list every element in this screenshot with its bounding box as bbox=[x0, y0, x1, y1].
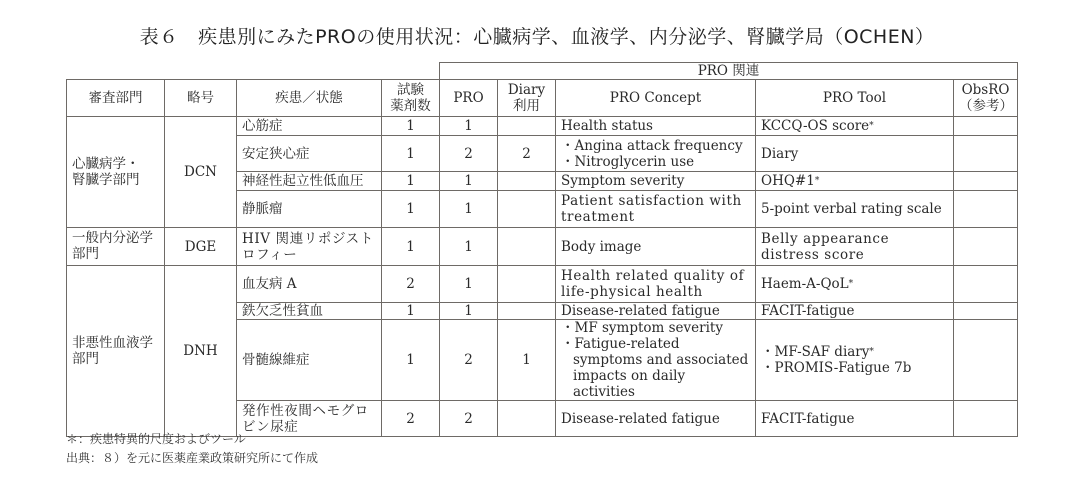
col-header-abbr: 略号 bbox=[165, 80, 237, 117]
abbr-cell: DCN bbox=[165, 117, 237, 228]
table-notes bbox=[66, 430, 318, 468]
drugs-cell: 1 bbox=[382, 172, 440, 191]
col-header-disease: 疾患／状態 bbox=[237, 80, 382, 117]
tool-cell: OHQ#1* bbox=[756, 172, 954, 191]
disease-cell: 静脈瘤 bbox=[237, 191, 382, 228]
obsro-cell bbox=[954, 303, 1018, 320]
disease-cell: 骨髄線維症 bbox=[237, 320, 382, 401]
drugs-cell: 2 bbox=[382, 266, 440, 303]
pro-usage-table bbox=[66, 62, 1018, 437]
concept-cell: Disease-related fatigue bbox=[556, 303, 756, 320]
col-header-pro: PRO bbox=[440, 80, 498, 117]
drugs-cell: 1 bbox=[382, 320, 440, 401]
concept-cell: Disease-related fatigue bbox=[556, 401, 756, 437]
col-header-diary: Diary 利用 bbox=[498, 80, 556, 117]
department-cell: 心臓病学・ 腎臓学部門 bbox=[67, 117, 165, 228]
col-header-pro-concept: PRO Concept bbox=[556, 80, 756, 117]
concept-cell: ・MF symptom severity ・Fatigue-related symptoms and associated impacts on daily activities bbox=[556, 320, 756, 401]
abbr-cell: DGE bbox=[165, 228, 237, 266]
tool-cell: Belly appearance distress score bbox=[756, 228, 954, 266]
drugs-cell: 1 bbox=[382, 117, 440, 136]
department-cell: 非悪性血液学 部門 bbox=[67, 266, 165, 437]
pro-group-header: PRO 関連 bbox=[440, 63, 1018, 80]
department-cell: 一般内分泌学 部門 bbox=[67, 228, 165, 266]
tool-cell: 5-point verbal rating scale bbox=[756, 191, 954, 228]
disease-cell: 発作性夜間ヘモグロビン尿症 bbox=[237, 401, 382, 437]
tool-cell: KCCQ-OS score* bbox=[756, 117, 954, 136]
tool-cell: FACIT-fatigue bbox=[756, 401, 954, 437]
header-spacer bbox=[67, 63, 440, 80]
source-note: 出典：８）を元に医薬産業政策研究所にて作成 bbox=[66, 451, 319, 465]
diary-cell bbox=[498, 117, 556, 136]
diary-cell bbox=[498, 401, 556, 437]
pro-cell: 2 bbox=[440, 401, 498, 437]
diary-cell bbox=[498, 303, 556, 320]
obsro-cell bbox=[954, 191, 1018, 228]
disease-cell: 心筋症 bbox=[237, 117, 382, 136]
drugs-cell: 2 bbox=[382, 401, 440, 437]
pro-cell: 1 bbox=[440, 266, 498, 303]
diary-cell bbox=[498, 228, 556, 266]
concept-cell: ・Angina attack frequency ・Nitroglycerin use bbox=[556, 136, 756, 172]
concept-cell: Body image bbox=[556, 228, 756, 266]
obsro-cell bbox=[954, 266, 1018, 303]
obsro-cell bbox=[954, 320, 1018, 401]
drugs-cell: 1 bbox=[382, 136, 440, 172]
obsro-cell bbox=[954, 401, 1018, 437]
disease-cell: 神経性起立性低血圧 bbox=[237, 172, 382, 191]
disease-cell: 鉄欠乏性貧血 bbox=[237, 303, 382, 320]
obsro-cell bbox=[954, 117, 1018, 136]
pro-cell: 1 bbox=[440, 228, 498, 266]
tool-cell: Haem-A-QoL* bbox=[756, 266, 954, 303]
pro-cell: 1 bbox=[440, 172, 498, 191]
concept-cell: Health related quality of life-physical health bbox=[556, 266, 756, 303]
diary-cell bbox=[498, 172, 556, 191]
concept-cell: Patient satisfaction with treatment bbox=[556, 191, 756, 228]
tool-cell: FACIT-fatigue bbox=[756, 303, 954, 320]
col-header-drugs: 試験 薬剤数 bbox=[382, 80, 440, 117]
pro-cell: 1 bbox=[440, 191, 498, 228]
drugs-cell: 1 bbox=[382, 191, 440, 228]
pro-cell: 1 bbox=[440, 117, 498, 136]
drugs-cell: 1 bbox=[382, 303, 440, 320]
col-header-obsro: ObsRO （参考） bbox=[954, 80, 1018, 117]
asterisk-note: ＊：疾患特異的尺度およびツール bbox=[66, 432, 246, 446]
abbr-cell: DNH bbox=[165, 266, 237, 437]
concept-cell: Health status bbox=[556, 117, 756, 136]
disease-cell: 安定狭心症 bbox=[237, 136, 382, 172]
table-row bbox=[67, 117, 1018, 136]
col-header-pro-tool: PRO Tool bbox=[756, 80, 954, 117]
disease-cell: HIV 関連リポジストロフィー bbox=[237, 228, 382, 266]
obsro-cell bbox=[954, 172, 1018, 191]
diary-cell: 1 bbox=[498, 320, 556, 401]
tool-cell: ・MF-SAF diary* ・PROMIS-Fatigue 7b bbox=[756, 320, 954, 401]
diary-cell: 2 bbox=[498, 136, 556, 172]
tool-cell: Diary bbox=[756, 136, 954, 172]
concept-cell: Symptom severity bbox=[556, 172, 756, 191]
diary-cell bbox=[498, 191, 556, 228]
diary-cell bbox=[498, 266, 556, 303]
obsro-cell bbox=[954, 228, 1018, 266]
disease-cell: 血友病 A bbox=[237, 266, 382, 303]
pro-cell: 2 bbox=[440, 320, 498, 401]
obsro-cell bbox=[954, 136, 1018, 172]
table-row bbox=[67, 266, 1018, 303]
pro-cell: 2 bbox=[440, 136, 498, 172]
drugs-cell: 1 bbox=[382, 228, 440, 266]
col-header-department: 審査部門 bbox=[67, 80, 165, 117]
pro-cell: 1 bbox=[440, 303, 498, 320]
table-title: 表６ 疾患別にみたPROの使用状況：心臓病学、血液学、内分泌学、腎臓学局（OCHEN） bbox=[139, 26, 935, 48]
table-row bbox=[67, 228, 1018, 266]
